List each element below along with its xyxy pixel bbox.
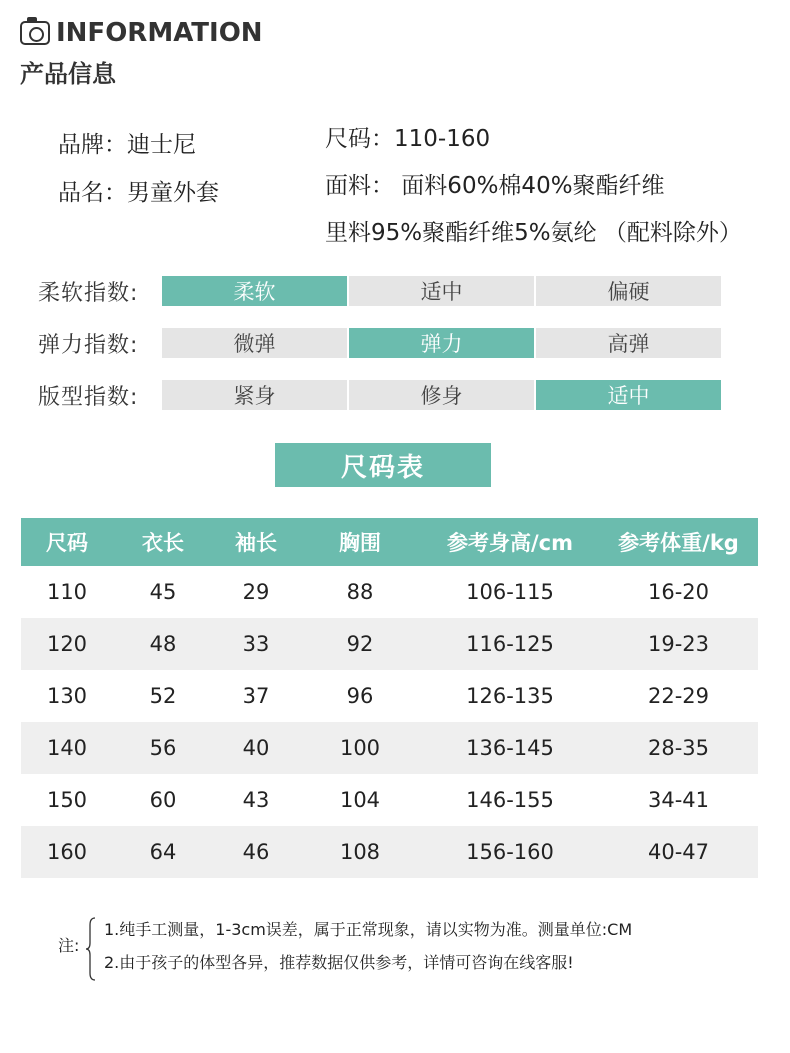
rating-option: 紧身: [162, 380, 347, 410]
column-header: 胸围: [299, 518, 421, 566]
rating-option: 偏硬: [536, 276, 721, 306]
rating-label: 弹力指数:: [38, 332, 139, 358]
table-cell: 92: [299, 618, 421, 670]
table-cell: 37: [242, 684, 270, 708]
table-cell: 156-160: [421, 826, 599, 878]
table-cell: 110: [46, 580, 88, 604]
column-header: 参考身高/cm: [421, 518, 599, 566]
table-row: [21, 826, 758, 878]
table-cell: 100: [299, 722, 421, 774]
rating-option: 弹力: [349, 328, 534, 358]
table-cell: 52: [149, 684, 177, 708]
table-cell: 28-35: [599, 722, 758, 774]
table-cell: 106-115: [466, 580, 554, 604]
table-cell: 56: [113, 722, 213, 774]
note-line: 1.纯手工测量，1-3cm误差，属于正常现象，请以实物为准。测量单位:CM: [104, 920, 633, 939]
brand-info: 品牌：迪士尼: [58, 132, 196, 158]
table-cell: 40: [213, 722, 299, 774]
rating-option: 修身: [349, 380, 534, 410]
table-cell: 108: [299, 826, 421, 878]
table-cell: 120: [21, 618, 113, 670]
table-cell: 22-29: [647, 684, 710, 708]
table-cell: 60: [149, 788, 177, 812]
rating-row-fit: [38, 380, 721, 410]
table-cell: 16-20: [647, 580, 710, 604]
column-header: 衣长: [113, 518, 213, 566]
camera-icon: [20, 21, 50, 45]
table-header-row: [21, 518, 758, 566]
table-cell: 130: [46, 684, 88, 708]
rating-option: 柔软: [162, 276, 347, 306]
table-cell: 96: [346, 684, 374, 708]
size-chart-table: [21, 518, 758, 878]
rating-label: 版型指数:: [38, 384, 139, 410]
rating-row-elasticity: [38, 328, 721, 358]
fabric-info: 面料： 面料60%棉40%聚酯纤维: [325, 173, 665, 199]
product-name-info: 品名：男童外套: [58, 180, 219, 206]
table-cell: 45: [149, 580, 177, 604]
table-row: [21, 618, 758, 670]
table-cell: 40-47: [599, 826, 758, 878]
table-cell: 136-145: [421, 722, 599, 774]
rating-option: 适中: [536, 380, 721, 410]
page-header: [20, 16, 263, 89]
table-cell: 48: [113, 618, 213, 670]
header-title-zh: 产品信息: [20, 60, 116, 88]
table-cell: 140: [21, 722, 113, 774]
table-cell: 116-125: [421, 618, 599, 670]
table-row: [21, 774, 758, 826]
column-header: 尺码: [21, 518, 113, 566]
table-cell: 33: [213, 618, 299, 670]
table-cell: 88: [346, 580, 374, 604]
table-cell: 46: [213, 826, 299, 878]
rating-option: 高弹: [536, 328, 721, 358]
note-line: 2.由于孩子的体型各异，推荐数据仅供参考，详情可咨询在线客服!: [104, 953, 574, 972]
table-cell: 150: [46, 788, 88, 812]
rating-option: 适中: [349, 276, 534, 306]
header-title-en: INFORMATION: [56, 18, 263, 48]
size-chart-title: 尺码表: [275, 443, 491, 487]
size-range-info: 尺码：110-160: [325, 126, 491, 152]
rating-option: 微弹: [162, 328, 347, 358]
table-cell: 104: [339, 788, 381, 812]
column-header: 袖长: [213, 518, 299, 566]
rating-row-softness: [38, 276, 721, 306]
table-cell: 19-23: [599, 618, 758, 670]
table-cell: 34-41: [647, 788, 710, 812]
table-row: [21, 670, 758, 722]
brace-icon: [86, 917, 96, 981]
column-header: 参考体重/kg: [599, 518, 758, 566]
table-cell: 64: [113, 826, 213, 878]
table-row: [21, 566, 758, 618]
table-cell: 146-155: [466, 788, 554, 812]
lining-info: 里料95%聚酯纤维5%氨纶 （配料除外）: [325, 220, 742, 246]
rating-label: 柔软指数:: [38, 280, 139, 306]
table-cell: 43: [242, 788, 270, 812]
table-row: [21, 722, 758, 774]
table-cell: 29: [242, 580, 270, 604]
notes-label: 注:: [58, 936, 80, 955]
table-cell: 160: [21, 826, 113, 878]
table-cell: 126-135: [466, 684, 554, 708]
